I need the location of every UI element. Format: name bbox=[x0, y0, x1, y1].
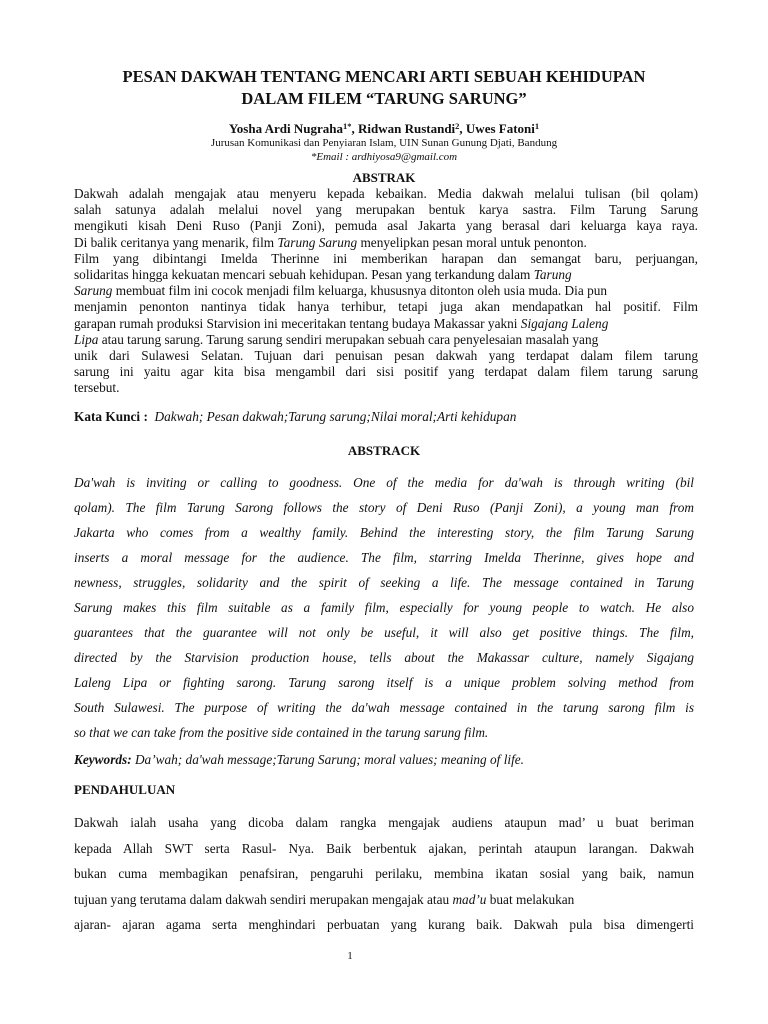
abstrak-line: mengikuti kisah Deni Ruso (Panji Zoni), pemuda asal Jakarta yang berasal dari keluarga kaya raya. bbox=[74, 218, 698, 234]
abstrack-line: Da'wah is inviting or calling to goodness. One of the media for da'wah is through writing (bil bbox=[74, 475, 694, 490]
pendahuluan-line bbox=[74, 887, 694, 913]
pendahuluan-line: kepada Allah SWT serta Rasul- Nya. Baik berbentuk ajakan, perintah ataupun larangan. Dakwah bbox=[74, 840, 694, 856]
abstrak-line: menjamin penonton nantinya tidak hanya terhibur, tetapi juga akan mendapatkan hal positif. Film bbox=[74, 299, 698, 315]
paper-title bbox=[60, 66, 708, 110]
abstrak-body bbox=[74, 186, 698, 397]
abstrak-line bbox=[74, 235, 698, 251]
abstrack-line: directed by the Starvision production house, tells about the Makassar culture, namely Sigajang bbox=[74, 650, 694, 665]
author-affiliation-mark: 2 bbox=[455, 121, 460, 131]
author-separator: , bbox=[351, 121, 358, 136]
keywords-label: Keywords: bbox=[74, 752, 132, 767]
abstrak-line bbox=[74, 267, 698, 283]
page-number: 1 bbox=[347, 950, 353, 962]
title-line-1: PESAN DAKWAH TENTANG MENCARI ARTI SEBUAH KEHIDUPAN bbox=[122, 67, 646, 86]
keywords-text: Da’wah; da'wah message;Tarung Sarung; moral values; meaning of life. bbox=[131, 752, 524, 767]
corresponding-email: *Email : ardhiyosa9@gmail.com bbox=[310, 151, 458, 163]
abstrak-line: sarung ini yaitu agar kita bisa mengambil dari sisi positif yang terdapat dalam filem tarung sarung bbox=[74, 364, 698, 380]
abstrak-line: Film yang dibintangi Imelda Therinne ini memberikan harapan dan semangat baru, perjuangan, bbox=[74, 250, 698, 266]
pendahuluan-line: bukan cuma membagikan penafsiran, pengaruhi perilaku, membina ikatan sosial yang baik, namun bbox=[74, 866, 694, 881]
abstrak-text: atau tarung sarung. Tarung sarung sendiri merupakan sebuah cara penyelesaian masalah yang bbox=[98, 331, 599, 347]
abstrack-line: so that we can take from the positive side contained in the tarung sarung film. bbox=[74, 725, 489, 740]
abstrack-line: inserts a moral message for the audience. The film, starring Imelda Therinne, gives hope and bbox=[74, 550, 694, 565]
abstrak-line: unik dari Sulawesi Selatan. Tujuan dari penuisan pesan dakwah yang terdapat dalam filem tarung bbox=[74, 348, 698, 364]
section-heading-pendahuluan: PENDAHULUAN bbox=[74, 782, 176, 797]
abstrack-heading: ABSTRACK bbox=[347, 443, 421, 458]
abstrak-text: garapan rumah produksi Starvision ini meceritakan tentang budaya Makassar yakni bbox=[74, 315, 521, 331]
kata-kunci-text: Dakwah; Pesan dakwah;Tarung sarung;Nilai moral;Arti kehidupan bbox=[154, 409, 517, 424]
abstrak-italic-text: Sarung bbox=[74, 283, 113, 299]
pendahuluan-line: ajaran- ajaran agama serta menghindari perbuatan yang kurang baik. Dakwah pula bisa dimengerti bbox=[74, 917, 694, 932]
pendahuluan-body bbox=[74, 810, 694, 938]
abstrack-line: Laleng Lipa or fighting sarong. Tarung sarong itself is a unique problem solving method from bbox=[74, 675, 694, 690]
pendahuluan-line: Dakwah ialah usaha yang dicoba dalam rangka mengajak audiens ataupun mad’ u buat beriman bbox=[74, 815, 694, 830]
abstrak-line bbox=[74, 283, 698, 299]
author-list bbox=[60, 121, 708, 137]
abstrak-italic-text: Tarung bbox=[533, 267, 572, 283]
abstrak-italic-text: Lipa bbox=[74, 331, 99, 347]
author-affiliation-mark: 1* bbox=[342, 121, 352, 131]
author-separator: , bbox=[459, 121, 466, 136]
abstrack-line: Sarung makes this film suitable as a family film, especially for young people to watch. He also bbox=[74, 600, 694, 615]
author-name: Uwes Fatoni bbox=[465, 121, 535, 136]
abstrack-line: South Sulawesi. The purpose of writing the da'wah message contained in the tarung sarong film is bbox=[74, 700, 694, 715]
kata-kunci bbox=[74, 409, 698, 425]
abstrak-heading: ABSTRAK bbox=[352, 170, 416, 185]
abstrak-line bbox=[74, 332, 698, 348]
author-name: Ridwan Rustandi bbox=[357, 121, 456, 136]
abstrak-line: tersebut. bbox=[74, 380, 120, 396]
keywords bbox=[74, 751, 694, 768]
abstrak-line: Dakwah adalah mengajak atau menyeru kepada kebaikan. Media dakwah melalui tulisan (bil qolam) bbox=[74, 186, 698, 201]
abstrack-body bbox=[74, 470, 694, 745]
author-affiliation-mark: 1 bbox=[534, 121, 540, 131]
pendahuluan-text: tujuan yang terutama dalam dakwah sendiri merupakan mengajak atau bbox=[74, 891, 453, 907]
kata-kunci-label: Kata Kunci : bbox=[74, 409, 148, 424]
abstrack-line: qolam). The film Tarung Sarong follows the story of Deni Ruso (Panji Zoni), a young man from bbox=[74, 500, 694, 515]
pendahuluan-italic-text: mad’u bbox=[452, 891, 487, 907]
abstrak-italic-text: Sigajang Laleng bbox=[520, 315, 609, 331]
title-line-2: DALAM FILEM “TARUNG SARUNG” bbox=[241, 89, 527, 108]
abstrak-line bbox=[74, 316, 698, 332]
pendahuluan-text: buat melakukan bbox=[486, 891, 575, 907]
abstrak-italic-text: Tarung Sarung bbox=[277, 234, 358, 250]
abstrack-line: guarantees that the guarantee will not only be useful, it will also get positive things. The film, bbox=[74, 625, 694, 640]
abstrack-line: Jakarta who comes from a wealthy family. Behind the interesting story, the film Tarung Sarung bbox=[74, 525, 694, 540]
abstrak-text: solidaritas hingga kekuatan mencari sebuah kehidupan. Pesan yang terkandung dalam bbox=[74, 267, 534, 283]
author-affiliation: Jurusan Komunikasi dan Penyiaran Islam, UIN Sunan Gunung Djati, Bandung bbox=[210, 137, 558, 149]
abstrak-text: menyelipkan pesan moral untuk penonton. bbox=[357, 234, 587, 250]
author-name: Yosha Ardi Nugraha bbox=[228, 121, 343, 136]
abstrak-line: salah satunya adalah melalui novel yang merupakan bentuk karya sastra. Film Tarung Sarung bbox=[74, 202, 698, 218]
abstrack-line: newness, struggles, solidarity and the spirit of seeking a life. The message contained in Tarung bbox=[74, 575, 694, 590]
abstrak-text: membuat film ini cocok menjadi film keluarga, khususnya ditonton oleh usia muda. Dia pun bbox=[112, 283, 608, 299]
abstrak-text: Di balik ceritanya yang menarik, film bbox=[74, 234, 278, 250]
